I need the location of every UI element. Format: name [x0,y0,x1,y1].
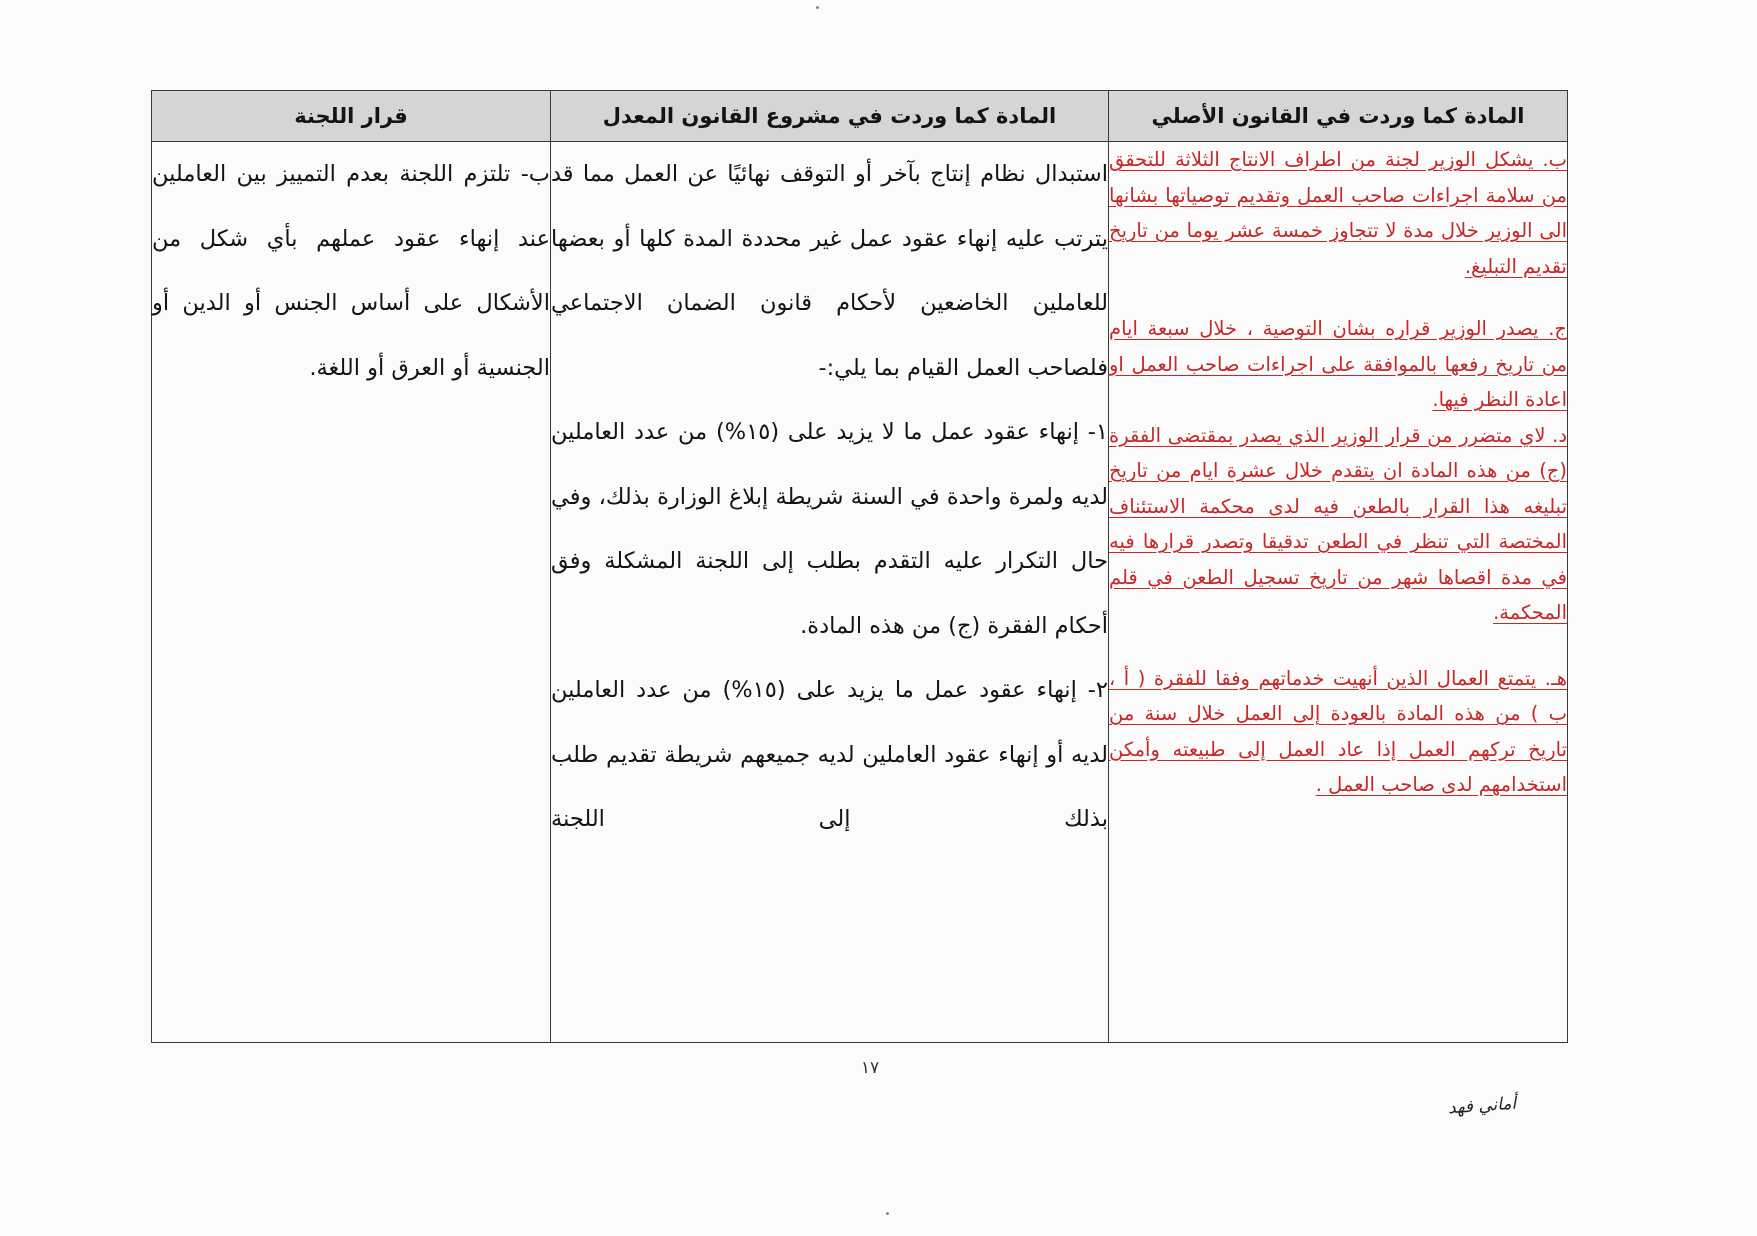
header-original-law: المادة كما وردت في القانون الأصلي [1109,91,1568,142]
original-paragraph-d: د. لاي متضرر من قرار الوزير الذي يصدر بمقتضى الفقرة (ج) من هذه المادة ان يتقدم خلال عشرة ايام من تاريخ تبليغه هذا القرار بالطعن فيه لدى محكمة الاستئناف المختصة التي تنظر في الطعن تدقيقا وتصدر قرارها فيه في مدة اقصاها شهر من تاريخ تسجيل الطعن في قلم المحكمة. [1109,423,1567,624]
amended-paragraph-2: ٢- إنهاء عقود عمل ما يزيد على (١٥%) من عدد العاملين لديه أو إنهاء عقود العاملين لديه جميعهم شريطة تقديم طلب بذلك إلى اللجنة [551,677,1108,832]
header-amended-law: المادة كما وردت في مشروع القانون المعدل [551,91,1109,142]
decision-paragraph-b: ب- تلتزم اللجنة بعدم التمييز بين العاملين عند إنهاء عقود عملهم بأي شكل من الأشكال على أساس الجنس أو الدين أو الجنسية أو العرق أو اللغة. [152,161,550,381]
amended-law-cell [551,142,1109,1043]
scan-speck [886,1212,889,1215]
handwritten-signature: أماني فهد [1447,1093,1517,1119]
original-paragraph-e: هـ. يتمتع العمال الذين أنهيت خدماتهم وفقا للفقرة ( أ ، ب ) من هذه المادة بالعودة إلى العمل خلال سنة من تاريخ تركهم العمل إذا عاد العمل إلى طبيعته وأمكن استخدامهم لدى صاحب العمل . [1109,666,1567,796]
table-row [152,142,1568,1043]
comparison-table [151,90,1568,1043]
amended-paragraph-1: ١- إنهاء عقود عمل ما لا يزيد على (١٥%) من عدد العاملين لديه ولمرة واحدة في السنة شريطة إبلاغ الوزارة بذلك، وفي حال التكرار عليه التقدم بطلب إلى اللجنة المشكلة وفق أحكام الفقرة (ج) من هذه المادة. [551,419,1108,639]
page-number: ١٧ [860,1058,880,1078]
original-paragraph-c: ج. يصدر الوزير قراره بشان التوصية ، خلال سبعة ايام من تاريخ رفعها بالموافقة على اجراءات صاحب العمل او اعادة النظر فيها. [1109,317,1567,411]
scan-speck [816,6,819,9]
original-paragraph-b: ب. يشكل الوزير لجنة من اطراف الانتاج الثلاثة للتحقق من سلامة اجراءات صاحب العمل وتقديم توصياتها بشانها الى الوزير خلال مدة لا تتجاوز خمسة عشر يوما من تاريخ تقديم التبليغ. [1109,148,1567,278]
original-law-cell [1109,142,1568,1043]
header-committee-decision: قرار اللجنة [152,91,551,142]
table-header-row [152,91,1568,142]
amended-paragraph-intro: استبدال نظام إنتاج بآخر أو التوقف نهائيًا عن العمل مما قد يترتب عليه إنهاء عقود عمل غير محددة المدة كلها أو بعضها للعاملين الخاضعين لأحكام قانون الضمان الاجتماعي فلصاحب العمل القيام بما يلي:- [551,161,1108,381]
committee-decision-cell [152,142,551,1043]
